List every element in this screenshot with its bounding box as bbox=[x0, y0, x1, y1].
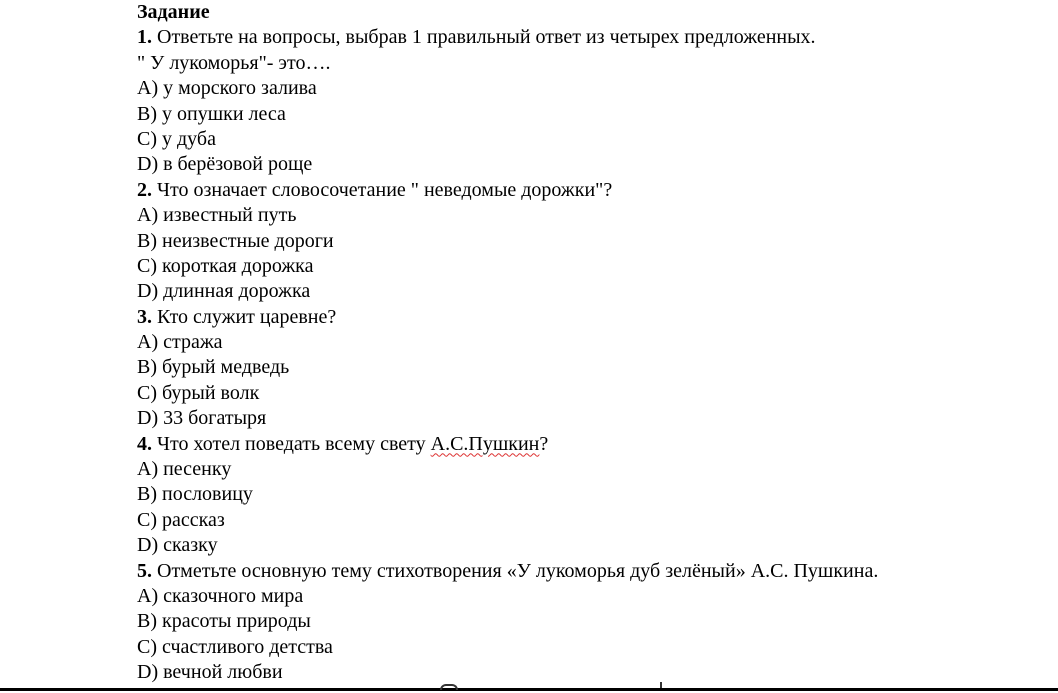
option-2d: D) длинная дорожка bbox=[137, 280, 311, 303]
option-3d: D) 33 богатыря bbox=[137, 407, 267, 430]
option-2b: B) неизвестные дороги bbox=[137, 229, 334, 252]
cropped-glyph-fragment bbox=[440, 684, 458, 690]
option-2a: A) известный путь bbox=[137, 204, 297, 227]
spellcheck-marked-text[interactable]: А.С.Пушкин bbox=[430, 432, 540, 455]
question-text: Что хотел поведать всему свету bbox=[152, 432, 431, 455]
question-text-end: ? bbox=[539, 432, 549, 455]
question-2 bbox=[137, 178, 1037, 203]
option-3a: A) стража bbox=[137, 331, 223, 354]
option-1d: D) в берёзовой роще bbox=[137, 153, 313, 176]
option-5a: A) сказочного мира bbox=[137, 584, 304, 607]
option-2c: C) короткая дорожка bbox=[137, 254, 314, 277]
cropped-glyph-fragment bbox=[660, 682, 662, 688]
option-4c: C) рассказ bbox=[137, 508, 225, 531]
question-number: 1. bbox=[137, 26, 152, 49]
option-1b: B) у опушки леса bbox=[137, 102, 286, 125]
question-5 bbox=[137, 559, 1037, 584]
option-1a: A) у морского залива bbox=[137, 77, 317, 100]
document-page bbox=[137, 0, 1037, 686]
option-4b: B) пословицу bbox=[137, 483, 253, 506]
option-4d: D) сказку bbox=[137, 534, 218, 557]
question-4 bbox=[137, 432, 1037, 457]
option-4a: A) песенку bbox=[137, 458, 232, 481]
option-5b: B) красоты природы bbox=[137, 610, 311, 633]
option-1c: C) у дуба bbox=[137, 127, 216, 150]
question-number: 4. bbox=[137, 432, 152, 455]
question-1 bbox=[137, 25, 1037, 50]
question-text: Кто служит царевне? bbox=[152, 305, 337, 328]
question-3 bbox=[137, 305, 1037, 330]
option-3c: C) бурый волк bbox=[137, 381, 260, 404]
bottom-divider bbox=[0, 688, 1058, 691]
question-number: 3. bbox=[137, 305, 152, 328]
task-heading: Задание bbox=[137, 1, 210, 23]
question-text: Отметьте основную тему стихотворения «У лукоморья дуб зелёный» А.С. Пушкина. bbox=[152, 559, 879, 582]
question-number: 5. bbox=[137, 559, 152, 582]
question-text: Что означает словосочетание " неведомые дорожки"? bbox=[152, 178, 613, 201]
question-text: Ответьте на вопросы, выбрав 1 правильный ответ из четырех предложенных. bbox=[152, 26, 816, 49]
question-number: 2. bbox=[137, 178, 152, 201]
option-5c: C) счастливого детства bbox=[137, 635, 333, 658]
option-3b: B) бурый медведь bbox=[137, 356, 290, 379]
option-5d: D) вечной любви bbox=[137, 661, 283, 684]
question-1-prompt: " У лукоморья"- это…. bbox=[137, 51, 331, 74]
